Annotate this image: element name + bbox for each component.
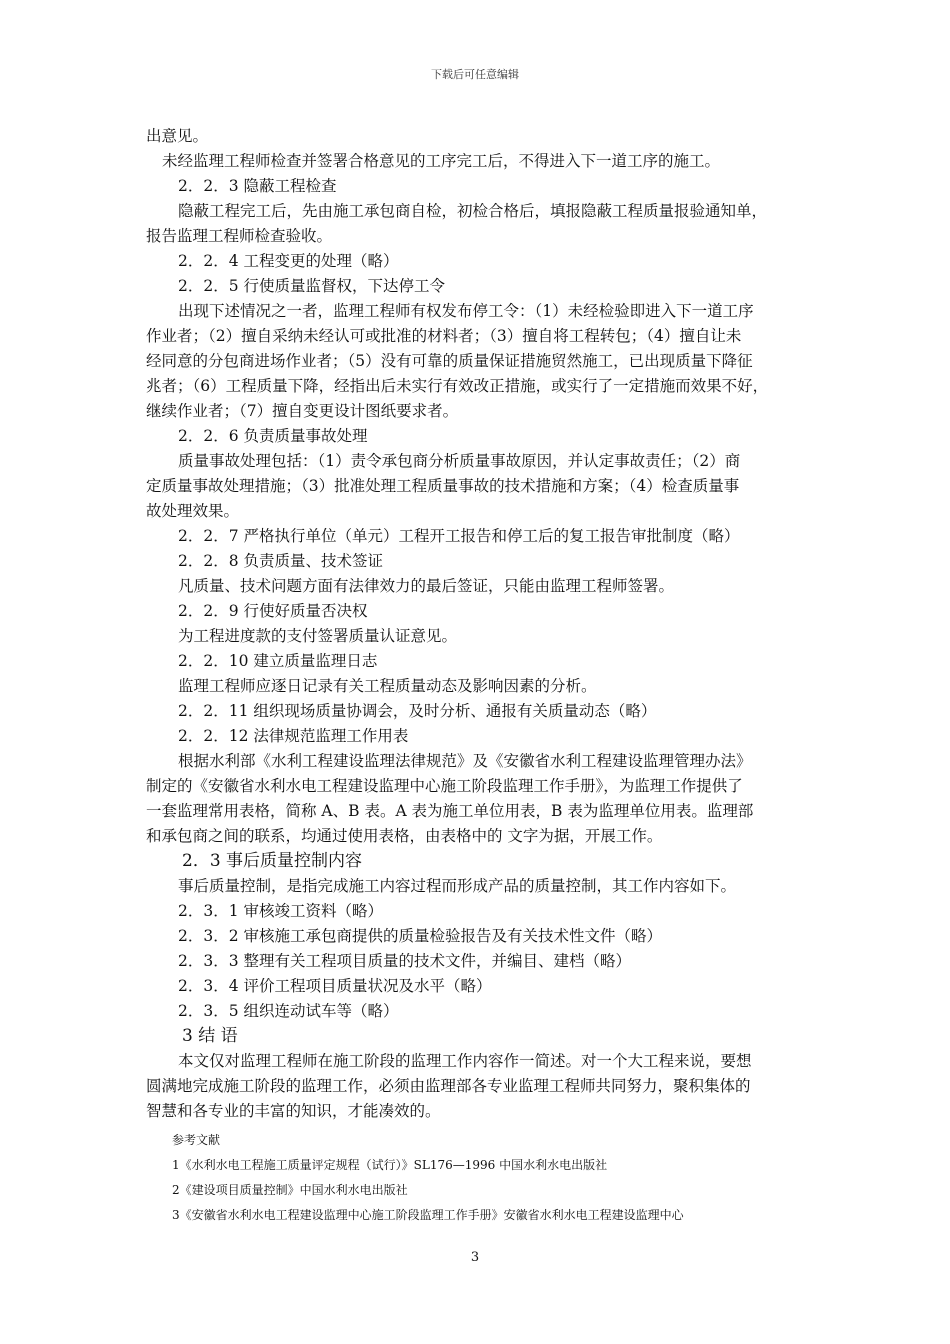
subsection-heading: 2．2．9 行使好质量否决权 — [178, 602, 368, 620]
subsection-heading: 2．2．4 工程变更的处理（略） — [178, 252, 399, 270]
paragraph-line: 和承包商之间的联系，均通过使用表格，由表格中的 文字为据，开展工作。 — [146, 827, 663, 845]
subsection-heading: 2．3．3 整理有关工程项目质量的技术文件，并编目、建档（略） — [178, 952, 632, 970]
subsection-heading: 2．3．4 评价工程项目质量状况及水平（略） — [178, 977, 492, 995]
page-number: 3 — [470, 1250, 480, 1265]
subsection-heading: 2．2．3 隐蔽工程检查 — [178, 177, 337, 195]
subsection-heading: 2．2．5 行使质量监督权，下达停工令 — [178, 277, 446, 295]
subsection-heading: 2．3．1 审核竣工资料（略） — [178, 902, 384, 920]
document-body — [146, 124, 816, 1228]
paragraph-line: 定质量事故处理措施；（3）批准处理工程质量事故的技术措施和方案；（4）检查质量事 — [146, 477, 740, 495]
reference-item: 2《建设项目质量控制》中国水利水电出版社 — [172, 1183, 408, 1197]
paragraph-line: 出意见。 — [146, 127, 209, 145]
paragraph-line: 智慧和各专业的丰富的知识，才能凑效的。 — [146, 1102, 441, 1120]
paragraph-line: 本文仅对监理工程师在施工阶段的监理工作内容作一简述。对一个大工程来说，要想 — [178, 1052, 752, 1070]
subsection-heading: 2．3．2 审核施工承包商提供的质量检验报告及有关技术性文件（略） — [178, 927, 663, 945]
subsection-heading: 2．2．11 组织现场质量协调会，及时分析、通报有关质量动态（略） — [178, 702, 657, 720]
paragraph-line: 继续作业者；（7）擅自变更设计图纸要求者。 — [146, 402, 459, 420]
subsection-heading: 2．3．5 组织连动试车等（略） — [178, 1002, 399, 1020]
paragraph-line: 报告监理工程师检查验收。 — [146, 227, 333, 245]
paragraph-line: 圆满地完成施工阶段的监理工作，必须由监理部各专业监理工程师共同努力，聚积集体的 — [146, 1077, 751, 1095]
paragraph-line: 事后质量控制，是指完成施工内容过程而形成产品的质量控制，其工作内容如下。 — [178, 877, 737, 895]
paragraph-line: 兆者；（6）工程质量下降，经指出后未实行有效改正措施，或实行了一定措施而效果不好， — [146, 377, 769, 395]
paragraph-line: 经同意的分包商进场作业者；（5）没有可靠的质量保证措施贸然施工，已出现质量下降征 — [146, 352, 753, 370]
subsection-heading: 2．2．6 负责质量事故处理 — [178, 427, 368, 445]
paragraph-line: 故处理效果。 — [146, 502, 240, 520]
subsection-heading: 2．2．12 法律规范监理工作用表 — [178, 727, 409, 745]
subsection-heading: 2．2．8 负责质量、技术签证 — [178, 552, 384, 570]
paragraph-line: 隐蔽工程完工后，先由施工承包商自检，初检合格后，填报隐蔽工程质量报验通知单， — [178, 202, 768, 220]
references-title: 参考文献 — [172, 1133, 221, 1147]
paragraph-line: 一套监理常用表格，简称 A、B 表。A 表为施工单位用表，B 表为监理单位用表。监理部 — [146, 802, 754, 820]
section-heading: 2．3 事后质量控制内容 — [182, 851, 363, 871]
page-header: 下载后可任意编辑 — [431, 68, 519, 81]
references — [146, 1128, 816, 1228]
paragraph-line: 未经监理工程师检查并签署合格意见的工序完工后，不得进入下一道工序的施工。 — [162, 152, 721, 170]
paragraph-line: 监理工程师应逐日记录有关工程质量动态及影响因素的分析。 — [178, 677, 597, 695]
subsection-heading: 2．2．7 严格执行单位（单元）工程开工报告和停工后的复工报告审批制度（略） — [178, 527, 740, 545]
paragraph-line: 出现下述情况之一者，监理工程师有权发布停工令：（1）未经检验即进入下一道工序 — [178, 302, 754, 320]
subsection-heading: 2．2．10 建立质量监理日志 — [178, 652, 378, 670]
paragraph-line: 质量事故处理包括：（1）责令承包商分析质量事故原因，并认定事故责任；（2）商 — [178, 452, 741, 470]
paragraph-line: 作业者；（2）擅自采纳未经认可或批准的材料者；（3）擅自将工程转包；（4）擅自让未 — [146, 327, 742, 345]
paragraph-line: 制定的《安徽省水利水电工程建设监理中心施工阶段监理工作手册》，为监理工作提供了 — [146, 777, 743, 795]
reference-item: 3《安徽省水利水电工程建设监理中心施工阶段监理工作手册》安徽省水利水电工程建设监理中心 — [172, 1208, 684, 1222]
section-heading: 3 结 语 — [182, 1026, 238, 1046]
paragraph-line: 凡质量、技术问题方面有法律效力的最后签证，只能由监理工程师签署。 — [178, 577, 675, 595]
paragraph-line: 为工程进度款的支付签署质量认证意见。 — [178, 627, 458, 645]
paragraph-line: 根据水利部《水利工程建设监理法律规范》及《安徽省水利工程建设监理管理办法》 — [178, 752, 752, 770]
reference-item: 1《水利水电工程施工质量评定规程（试行）》SL176—1996 中国水利水电出版社 — [172, 1158, 608, 1172]
